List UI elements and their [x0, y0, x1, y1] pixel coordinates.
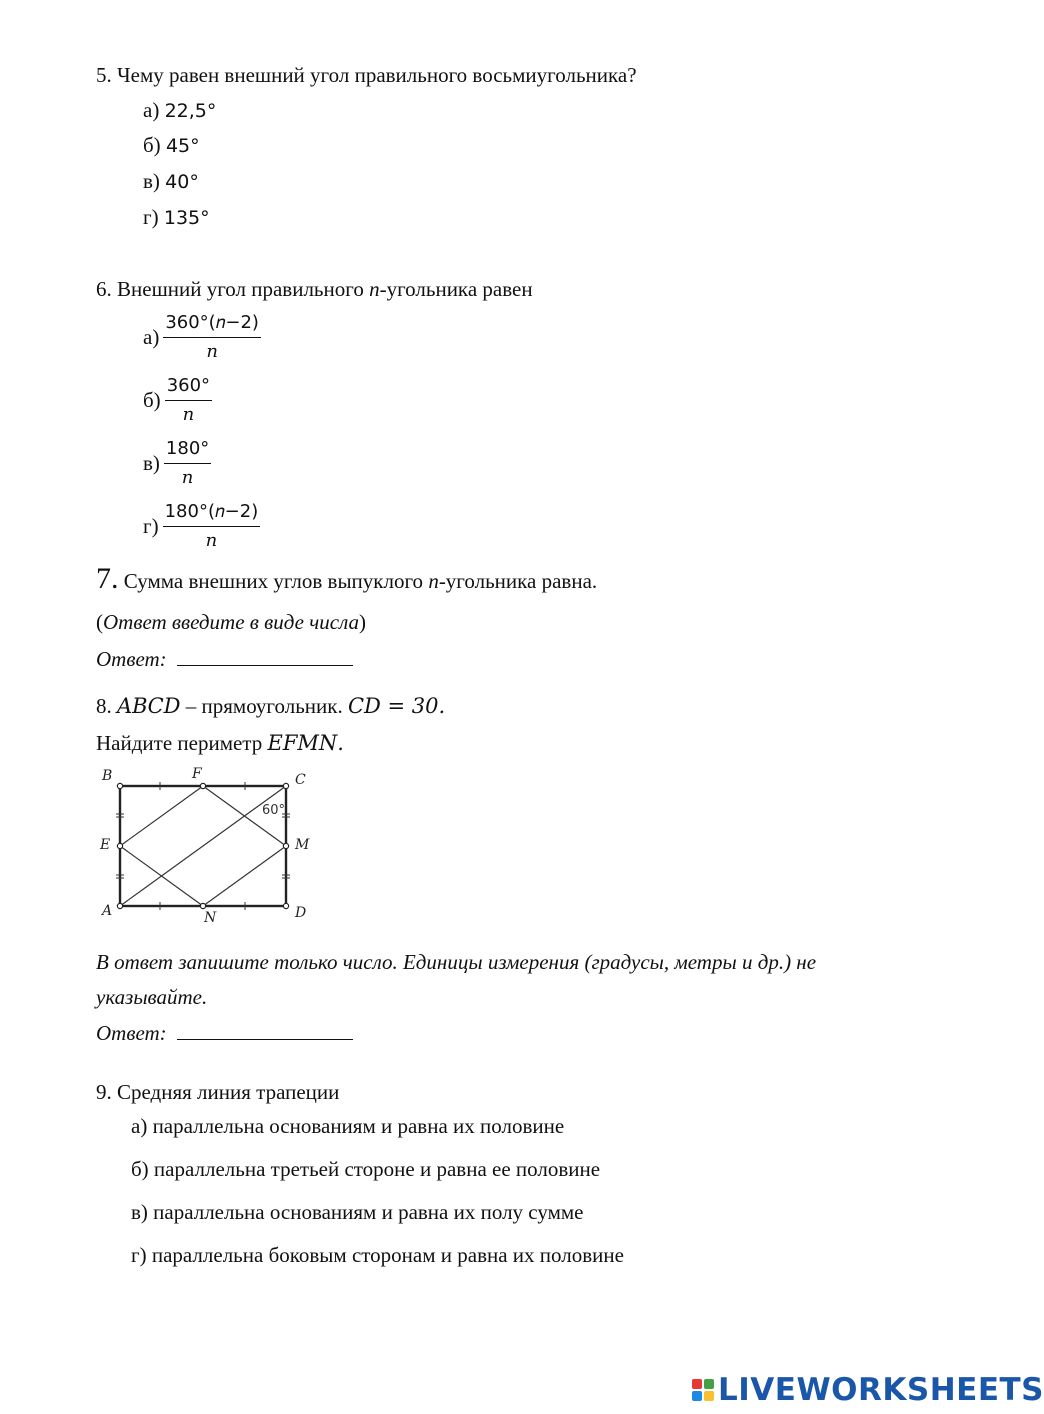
fraction: $\frac{180^\circ}{\text{𝑛}}$	[165, 438, 210, 488]
fraction: $\frac{\text{180°(𝑛−2)}}{\text{𝑛}}$	[164, 501, 259, 551]
question-5: 5. Чему равен внешний угол правильного восьмиугольника?	[96, 63, 637, 87]
label-f: F	[192, 766, 202, 782]
logo-mark-icon	[692, 1379, 714, 1401]
q5-option-a[interactable]: а) 22,5°	[143, 98, 217, 122]
logo-text: LIVEWORKSHEETS	[718, 1372, 1044, 1408]
label-b: B	[102, 768, 113, 784]
fraction: $\frac{360^\circ}{\text{𝑛}}$	[166, 375, 211, 425]
q8-note-cont: указывайте.	[96, 985, 208, 1009]
label-d: D	[295, 905, 307, 921]
rectangle-figure	[90, 762, 330, 932]
q9-option-b[interactable]: б) параллельна третьей стороне и равна ее половине	[131, 1157, 601, 1181]
q9-option-c[interactable]: в) параллельна основаниям и равна их полу сумме	[131, 1200, 584, 1224]
angle-label: 60°	[262, 803, 286, 818]
q5-option-b[interactable]: б) 45°	[143, 133, 200, 157]
q6-option-a[interactable]: а) $\frac{\text{360°(𝑛−2)}}{\text{𝑛}}$	[143, 312, 259, 362]
q9-option-a[interactable]: а) параллельна основаниям и равна их половине	[131, 1114, 565, 1138]
label-m: M	[295, 837, 310, 853]
question-8: 8. 𝐴𝐵𝐶𝐷 – прямоугольник. 𝐶𝐷 = 30.	[96, 694, 446, 718]
segment-ef	[120, 786, 203, 846]
q8-answer: Ответ:	[96, 1019, 353, 1046]
q6-option-d[interactable]: г) $\frac{\text{180°(𝑛−2)}}{\text{𝑛}}$	[143, 501, 259, 551]
label-a: A	[102, 903, 113, 919]
label-e: E	[100, 837, 111, 853]
fraction: $\frac{\text{360°(𝑛−2)}}{\text{𝑛}}$	[165, 312, 259, 362]
question-6: 6. Внешний угол правильного n-угольника равен	[96, 277, 533, 301]
q6-option-c[interactable]: в) $\frac{180^\circ}{\text{𝑛}}$	[143, 438, 210, 488]
q5-option-d[interactable]: г) 135°	[143, 205, 210, 229]
q8-note: В ответ запишите только число. Единицы измерения (градусы, метры и др.) не	[96, 950, 817, 974]
q7-answer: Ответ:	[96, 645, 353, 672]
label-n: N	[204, 910, 217, 926]
liveworksheets-logo	[692, 1372, 1044, 1408]
q6-option-b[interactable]: б) $\frac{360^\circ}{\text{𝑛}}$	[143, 375, 211, 425]
q8-answer-input[interactable]	[177, 1019, 353, 1040]
q7-hint: (Ответ введите в виде числа)	[96, 610, 366, 634]
q7-answer-input[interactable]	[177, 645, 353, 666]
question-9: 9. Средняя линия трапеции	[96, 1080, 340, 1104]
q8-find: Найдите периметр 𝐸𝐹𝑀𝑁.	[96, 731, 344, 755]
q5-option-c[interactable]: в) 40°	[143, 169, 199, 193]
q9-option-d[interactable]: г) параллельна боковым сторонам и равна их половине	[131, 1243, 624, 1267]
question-7: 7. Сумма внешних углов выпуклого n-угольника равна.	[96, 562, 598, 595]
segment-mn	[203, 846, 286, 906]
label-c: C	[295, 772, 306, 788]
